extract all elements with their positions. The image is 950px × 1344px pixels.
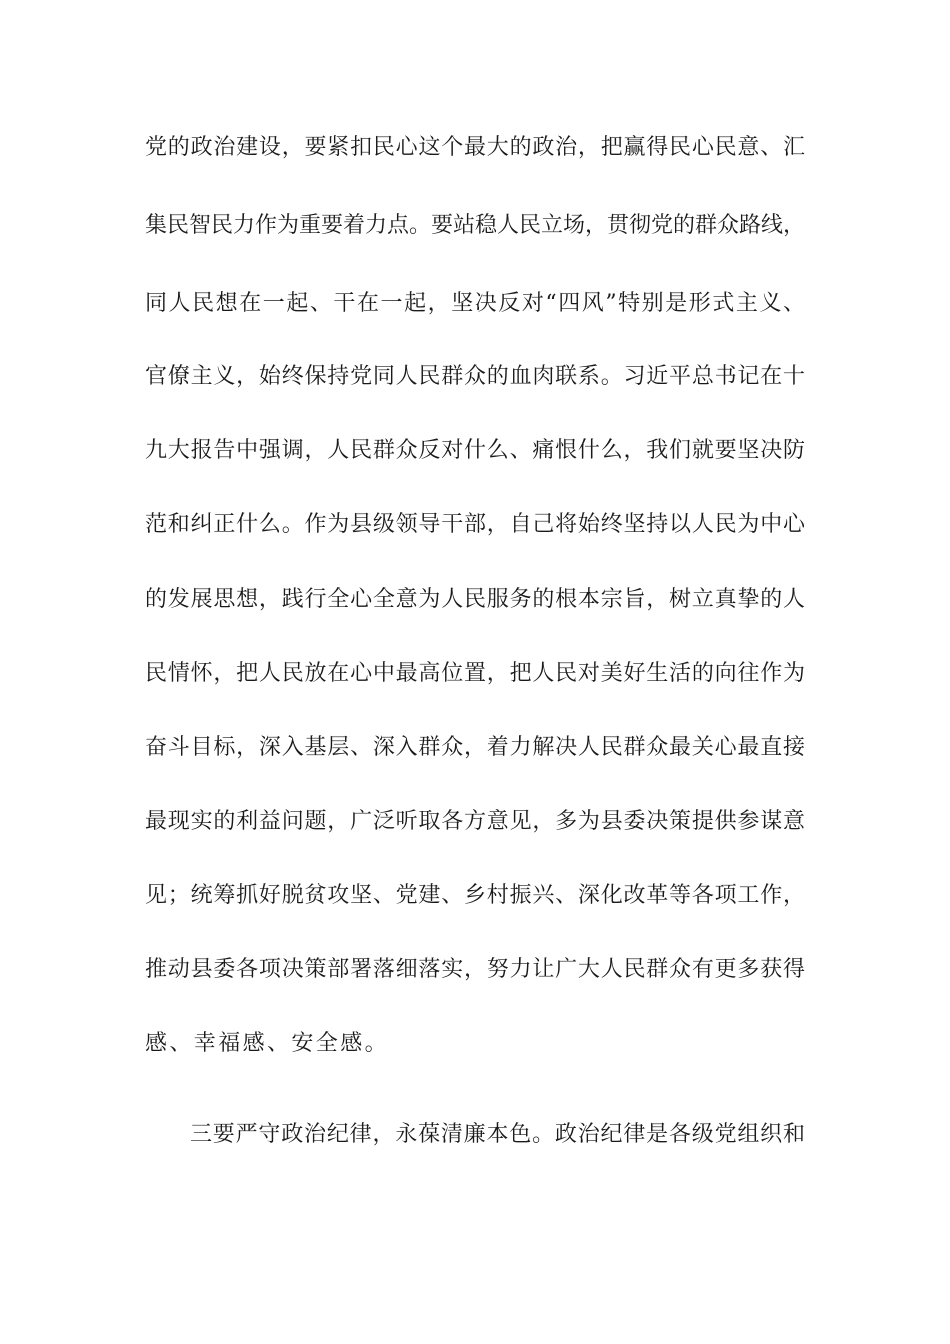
paragraph-heading-line: 三要严守政治纪律，永葆清廉本色。政治纪律是各级党组织和 — [190, 1122, 805, 1147]
paragraph-line: 见；统筹抓好脱贫攻坚、党建、乡村振兴、深化改革等各项工作， — [145, 883, 805, 908]
paragraph-line: 奋斗目标，深入基层、深入群众，着力解决人民群众最关心最直接 — [145, 735, 805, 760]
paragraph-line: 的发展思想，践行全心全意为人民服务的根本宗旨，树立真挚的人 — [145, 587, 805, 612]
paragraph-line: 党的政治建设，要紧扣民心这个最大的政治，把赢得民心民意、汇 — [145, 135, 805, 160]
paragraph-line: 最现实的利益问题，广泛听取各方意见，多为县委决策提供参谋意 — [145, 809, 805, 834]
paragraph-line: 范和纠正什么。作为县级领导干部，自己将始终坚持以人民为中心 — [145, 512, 805, 537]
paragraph-line-last: 感、幸福感、安全感。 — [145, 1031, 390, 1056]
paragraph-line: 集民智民力作为重要着力点。要站稳人民立场，贯彻党的群众路线， — [145, 213, 806, 238]
paragraph-line: 官僚主义，始终保持党同人民群众的血肉联系。习近平总书记在十 — [145, 364, 805, 389]
paragraph-line: 九大报告中强调，人民群众反对什么、痛恨什么，我们就要坚决防 — [145, 438, 805, 463]
paragraph-line: 民情怀，把人民放在心中最高位置，把人民对美好生活的向往作为 — [145, 661, 805, 686]
paragraph-line: 同人民想在一起、干在一起，坚决反对“四风”特别是形式主义、 — [145, 291, 805, 316]
paragraph-line: 推动县委各项决策部署落细落实，努力让广大人民群众有更多获得 — [145, 957, 805, 982]
